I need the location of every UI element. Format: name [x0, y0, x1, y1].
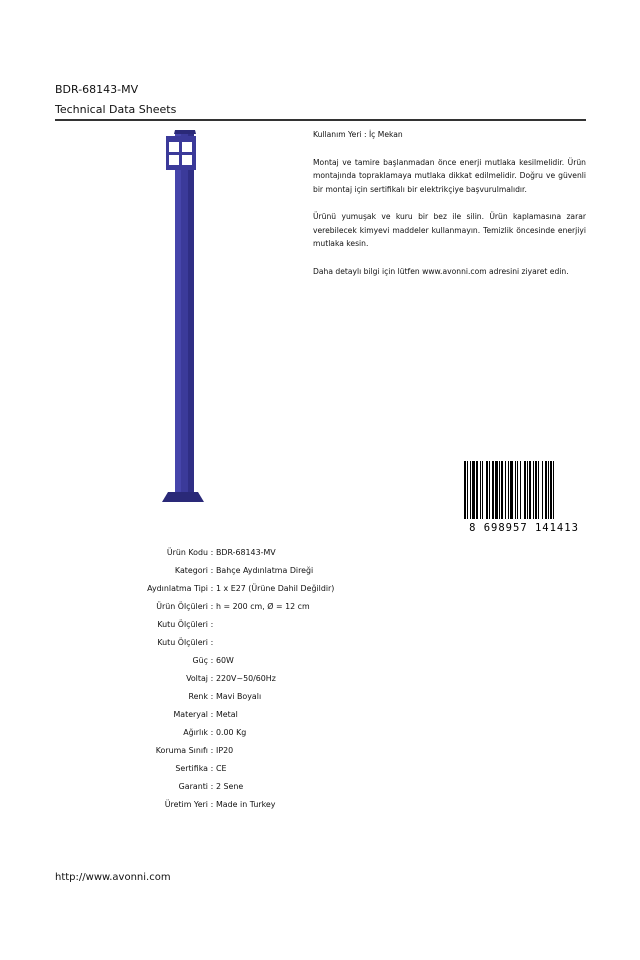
- spec-row: [100, 669, 334, 687]
- spec-value: BDR-68143-MV: [216, 547, 276, 557]
- spec-row: [100, 633, 334, 651]
- spec-row: [100, 687, 334, 705]
- barcode-bar: [499, 461, 500, 519]
- barcode-bar: [505, 461, 506, 519]
- barcode-bar: [538, 461, 539, 519]
- spec-label: Kutu Ölçüleri: [157, 619, 208, 629]
- barcode-bar: [529, 461, 531, 519]
- barcode-bar: [535, 461, 537, 519]
- barcode: [462, 461, 586, 533]
- barcode-bar: [508, 461, 509, 519]
- lamp-base-plate: [162, 492, 204, 502]
- spec-separator: :: [210, 583, 214, 593]
- product-image-bollard-lamp: [150, 130, 210, 506]
- lamp-pole-highlight: [175, 134, 181, 492]
- spec-separator: :: [210, 547, 214, 557]
- document-title: Technical Data Sheets: [55, 103, 177, 116]
- spec-label: Voltaj: [186, 673, 208, 683]
- barcode-bar: [515, 461, 516, 519]
- spec-value: Metal: [216, 709, 238, 719]
- spec-separator: :: [210, 637, 214, 647]
- spec-row: [100, 742, 334, 760]
- product-code-heading: BDR-68143-MV: [55, 83, 139, 96]
- spec-separator: :: [210, 619, 214, 629]
- header-divider: [55, 119, 586, 121]
- barcode-bar: [480, 461, 481, 519]
- spec-value: IP20: [216, 746, 234, 756]
- spec-value: 2 Sene: [216, 782, 244, 792]
- barcode-bar: [542, 461, 543, 519]
- barcode-bar: [486, 461, 488, 519]
- barcode-bar: [533, 461, 534, 519]
- spec-separator: :: [210, 655, 214, 665]
- spec-value: Mavi Boyalı: [216, 691, 262, 701]
- barcode-bar: [501, 461, 503, 519]
- spec-label: Üretim Yeri: [164, 800, 208, 810]
- spec-label: Garanti: [178, 782, 208, 792]
- spec-value: Made in Turkey: [216, 800, 276, 810]
- usage-info-panel: [313, 128, 586, 278]
- barcode-bar: [517, 461, 518, 519]
- spec-separator: :: [210, 800, 214, 810]
- barcode-bar: [482, 461, 483, 519]
- spec-label: Renk: [188, 691, 208, 701]
- barcode-number: 8 698957 141413: [469, 522, 579, 533]
- spec-row: [100, 615, 334, 633]
- spec-value: Bahçe Aydınlatma Direği: [216, 565, 314, 575]
- spec-row: [100, 651, 334, 669]
- spec-separator: :: [210, 673, 214, 683]
- lamp-window: [182, 142, 192, 152]
- barcode-bar: [553, 461, 554, 519]
- spec-row: [100, 561, 334, 579]
- spec-value: 0.00 Kg: [216, 727, 247, 737]
- spec-separator: :: [210, 727, 214, 737]
- spec-row: [100, 705, 334, 723]
- barcode-bar: [472, 461, 475, 519]
- spec-label: Kategori: [174, 565, 208, 575]
- barcode-bar: [470, 461, 471, 519]
- spec-separator: :: [210, 746, 214, 756]
- usage-place: Kullanım Yeri : İç Mekan: [313, 130, 403, 139]
- barcode-bar: [476, 461, 478, 519]
- barcode-bar: [495, 461, 498, 519]
- cleaning-instructions: Ürünü yumuşak ve kuru bir bez ile silin. Ürün kaplamasına zarar verebilecek kimyevi maddeler kullanmayın. Temizlik öncesinde enerjiyi mutlaka kesin.: [313, 212, 586, 248]
- spec-value: 60W: [216, 655, 234, 665]
- barcode-bar: [545, 461, 547, 519]
- spec-value: CE: [216, 764, 227, 774]
- spec-label: Kutu Ölçüleri: [157, 637, 208, 647]
- spec-label: Ürün Ölçüleri: [156, 601, 208, 611]
- spec-label: Ürün Kodu: [166, 547, 208, 557]
- lamp-window-divider: [166, 152, 196, 155]
- spec-separator: :: [210, 782, 214, 792]
- spec-separator: :: [210, 601, 214, 611]
- spec-row: [100, 796, 334, 814]
- footer-website-link[interactable]: http://www.avonni.com: [55, 872, 171, 883]
- spec-separator: :: [210, 565, 214, 575]
- spec-separator: :: [210, 709, 214, 719]
- spec-separator: :: [210, 764, 214, 774]
- barcode-bar: [520, 461, 521, 519]
- spec-row: [100, 543, 334, 561]
- lamp-cap: [174, 130, 196, 134]
- barcode-bar: [510, 461, 513, 519]
- spec-label: Güç: [192, 655, 208, 665]
- lamp-window: [182, 155, 192, 165]
- barcode-bar: [550, 461, 552, 519]
- spec-label: Aydınlatma Tipi: [147, 583, 208, 593]
- lamp-pole-shadow: [188, 134, 194, 492]
- spec-label: Sertifika: [175, 764, 208, 774]
- lamp-window: [169, 155, 179, 165]
- more-info-note: Daha detaylı bilgi için lütfen www.avonni.com adresini ziyaret edin.: [313, 266, 569, 276]
- barcode-bar: [467, 461, 468, 519]
- spec-label: Materyal: [173, 709, 208, 719]
- spec-label: Koruma Sınıfı: [155, 746, 208, 756]
- barcode-bar: [548, 461, 549, 519]
- barcode-bar: [492, 461, 494, 519]
- lamp-window: [169, 142, 179, 152]
- install-warning: Montaj ve tamire başlanmadan önce enerji mutlaka kesilmelidir. Ürün montajında topraklamaya mutlaka dikkat edilmelidir. Doğru ve güvenli bir montaj için sertifikalı bir elektrikçiye başvurulmalıdır.: [313, 157, 586, 194]
- spec-row: [100, 597, 334, 615]
- barcode-bars: [464, 461, 554, 519]
- spec-table: [100, 543, 334, 814]
- spec-row: [100, 579, 334, 597]
- barcode-bar: [527, 461, 528, 519]
- spec-row: [100, 760, 334, 778]
- spec-row: [100, 723, 334, 741]
- spec-value: h = 200 cm, Ø = 12 cm: [216, 601, 310, 611]
- spec-value: 1 x E27 (Ürüne Dahil Değildir): [216, 583, 335, 593]
- spec-label: Ağırlık: [183, 727, 208, 737]
- barcode-bar: [524, 461, 526, 519]
- barcode-bar: [489, 461, 490, 519]
- barcode-bar: [464, 461, 466, 519]
- spec-separator: :: [210, 691, 214, 701]
- spec-value: 220V~50/60Hz: [216, 673, 276, 683]
- spec-row: [100, 778, 334, 796]
